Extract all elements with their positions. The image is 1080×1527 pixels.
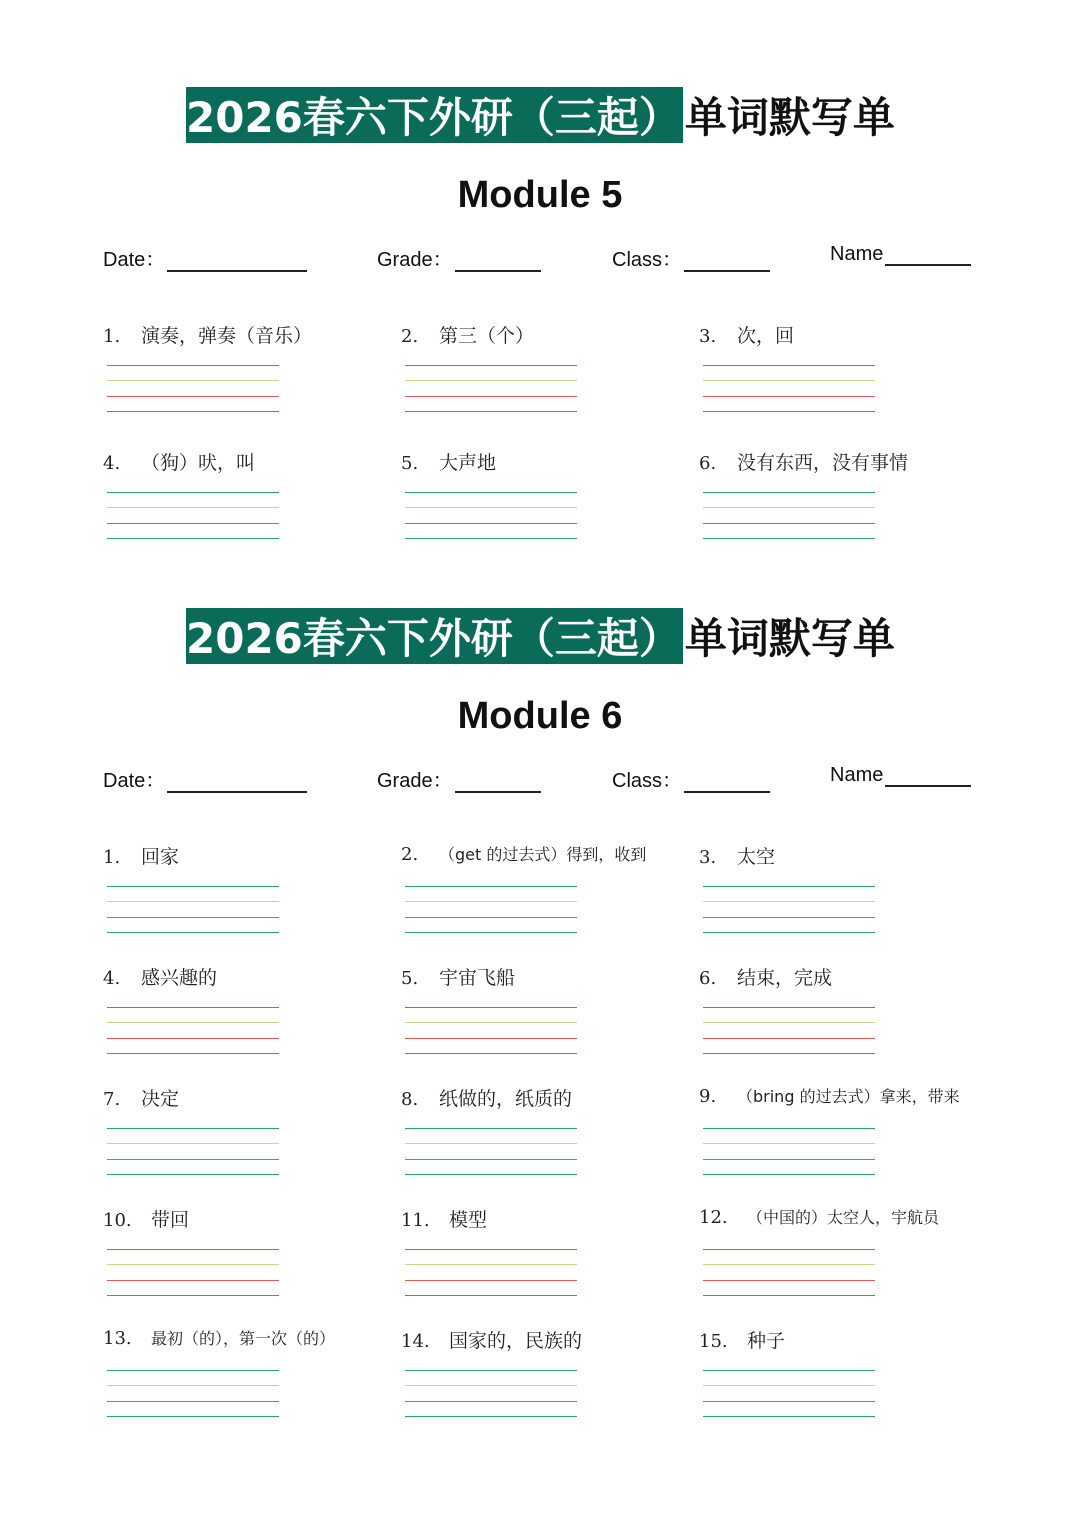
writing-line <box>107 1007 279 1008</box>
writing-line <box>405 1007 577 1008</box>
vocab-item <box>401 448 701 475</box>
date-field <box>103 764 307 793</box>
vocab-item-meaning: （中国的）太空人，宇航员 <box>747 1208 940 1227</box>
class-field <box>612 243 770 272</box>
vocab-item-prompt <box>103 1205 403 1232</box>
name-field <box>830 243 971 266</box>
vocab-item <box>699 321 999 348</box>
vocab-item-prompt <box>103 448 403 475</box>
vocab-item-prompt <box>699 448 999 475</box>
writing-line <box>405 492 577 493</box>
title-rest: 单词默写单 <box>684 614 895 663</box>
vocab-item-prompt <box>103 1326 403 1349</box>
title-rest: 单词默写单 <box>684 93 895 142</box>
writing-line <box>405 901 577 902</box>
vocab-item-number: 5. <box>401 453 419 474</box>
writing-line <box>107 380 279 381</box>
vocab-item-prompt <box>699 1326 999 1353</box>
vocab-item-prompt <box>103 963 403 990</box>
writing-line <box>405 886 577 887</box>
title-highlight: 2026春六下外研（三起） <box>186 87 683 143</box>
class-label: Class： <box>612 770 683 792</box>
writing-line <box>703 365 875 366</box>
module-heading: Module 5 <box>457 174 623 216</box>
writing-line <box>405 932 577 933</box>
writing-line <box>703 1022 875 1023</box>
vocab-item-prompt <box>699 963 999 990</box>
vocab-item <box>401 1205 701 1232</box>
vocab-item-number: 5. <box>401 968 419 989</box>
vocab-item-number: 2. <box>401 326 419 347</box>
vocab-item-meaning: 宇宙飞船 <box>439 967 516 989</box>
vocab-item-number: 13. <box>103 1328 132 1349</box>
writing-line <box>703 1401 875 1402</box>
writing-line <box>107 523 279 524</box>
vocab-item-meaning: （get 的过去式）得到，收到 <box>439 845 647 864</box>
writing-line <box>703 1038 875 1039</box>
grade-blank[interactable] <box>455 250 541 272</box>
vocab-item-number: 2. <box>401 844 419 865</box>
vocab-item-meaning: 大声地 <box>439 452 497 474</box>
vocab-item <box>401 963 701 990</box>
writing-line <box>405 1143 577 1144</box>
writing-line <box>405 396 577 397</box>
writing-line <box>405 523 577 524</box>
writing-line <box>405 1416 577 1417</box>
writing-line <box>405 1053 577 1054</box>
writing-line <box>703 1174 875 1175</box>
grade-label: Grade： <box>377 249 453 271</box>
date-blank[interactable] <box>167 250 307 272</box>
writing-line <box>703 523 875 524</box>
vocab-item <box>103 1326 403 1349</box>
writing-line <box>405 1370 577 1371</box>
writing-line <box>107 1385 279 1386</box>
writing-line <box>703 1264 875 1265</box>
writing-line <box>405 1022 577 1023</box>
vocab-item-meaning: 感兴趣的 <box>141 967 218 989</box>
vocab-item-meaning: 最初（的），第一次（的） <box>151 1329 336 1348</box>
vocab-item-number: 8. <box>401 1089 419 1110</box>
vocab-item-meaning: （狗）吠，叫 <box>141 452 256 474</box>
writing-line <box>703 492 875 493</box>
vocab-item <box>103 321 403 348</box>
vocab-item-meaning: 纸做的，纸质的 <box>439 1088 573 1110</box>
writing-line <box>405 1385 577 1386</box>
writing-line <box>405 1264 577 1265</box>
vocab-item-prompt <box>401 448 701 475</box>
writing-line <box>107 492 279 493</box>
writing-line <box>405 365 577 366</box>
vocab-item-number: 1. <box>103 326 121 347</box>
vocab-item-meaning: 国家的，民族的 <box>449 1330 583 1352</box>
vocab-item-meaning: 第三（个） <box>439 325 535 347</box>
name-blank[interactable] <box>885 244 971 266</box>
class-field <box>612 764 770 793</box>
vocab-item-prompt <box>699 1205 999 1228</box>
vocab-item <box>103 1084 403 1111</box>
vocab-item <box>103 842 403 869</box>
writing-line <box>405 1249 577 1250</box>
writing-line <box>405 1295 577 1296</box>
writing-line <box>405 917 577 918</box>
vocab-item-number: 1. <box>103 847 121 868</box>
vocab-item-meaning: 太空 <box>737 846 776 868</box>
writing-line <box>107 901 279 902</box>
vocab-item-number: 10. <box>103 1210 132 1231</box>
vocab-item-meaning: 模型 <box>449 1209 488 1231</box>
vocab-item-number: 7. <box>103 1089 121 1110</box>
writing-line <box>703 1416 875 1417</box>
vocab-item-number: 4. <box>103 453 121 474</box>
writing-line <box>107 1401 279 1402</box>
writing-line <box>703 932 875 933</box>
worksheet-module-6 <box>0 608 1080 1508</box>
vocab-item-meaning: 次，回 <box>737 325 795 347</box>
vocab-item <box>401 321 701 348</box>
date-blank[interactable] <box>167 771 307 793</box>
writing-line <box>107 1038 279 1039</box>
writing-line <box>703 901 875 902</box>
writing-line <box>703 886 875 887</box>
vocab-item <box>401 1326 701 1353</box>
writing-line <box>703 1295 875 1296</box>
writing-line <box>107 917 279 918</box>
class-blank[interactable] <box>684 250 770 272</box>
grade-blank[interactable] <box>455 771 541 793</box>
worksheet-module-5 <box>0 87 1080 567</box>
writing-line <box>703 411 875 412</box>
vocab-item-prompt <box>103 842 403 869</box>
vocab-item-meaning: 结束，完成 <box>737 967 833 989</box>
vocab-item-meaning: 带回 <box>151 1209 190 1231</box>
class-blank[interactable] <box>684 771 770 793</box>
writing-line <box>405 1038 577 1039</box>
writing-line <box>405 1128 577 1129</box>
worksheet-title <box>186 608 895 664</box>
date-label: Date： <box>103 770 166 792</box>
writing-line <box>107 1416 279 1417</box>
vocab-item-number: 3. <box>699 326 717 347</box>
writing-line <box>107 1280 279 1281</box>
writing-line <box>107 396 279 397</box>
writing-line <box>703 1280 875 1281</box>
vocab-item-prompt <box>103 321 403 348</box>
vocab-item-number: 4. <box>103 968 121 989</box>
writing-line <box>405 1174 577 1175</box>
writing-line <box>107 886 279 887</box>
writing-line <box>405 1280 577 1281</box>
writing-line <box>107 411 279 412</box>
vocab-item <box>401 1084 701 1111</box>
worksheet-title <box>186 87 895 143</box>
module-heading: Module 6 <box>457 695 623 737</box>
writing-line <box>703 1370 875 1371</box>
date-field <box>103 243 307 272</box>
name-field <box>830 764 971 787</box>
writing-line <box>703 507 875 508</box>
vocab-item-number: 9. <box>699 1086 717 1107</box>
vocab-item-meaning: 演奏，弹奏（音乐） <box>141 325 313 347</box>
vocab-item <box>401 842 701 865</box>
vocab-item-number: 3. <box>699 847 717 868</box>
writing-line <box>107 507 279 508</box>
writing-line <box>107 538 279 539</box>
writing-line <box>107 932 279 933</box>
vocab-item-meaning: 决定 <box>141 1088 180 1110</box>
vocab-item-prompt <box>401 1326 701 1353</box>
name-blank[interactable] <box>885 765 971 787</box>
writing-line <box>107 1264 279 1265</box>
name-label: Name <box>830 764 884 786</box>
writing-line <box>107 1128 279 1129</box>
vocab-item-meaning: 种子 <box>747 1330 786 1352</box>
writing-line <box>703 1128 875 1129</box>
writing-line <box>107 1295 279 1296</box>
writing-line <box>107 365 279 366</box>
vocab-item <box>699 448 999 475</box>
name-label: Name <box>830 243 884 265</box>
writing-line <box>405 411 577 412</box>
vocab-item <box>699 1084 999 1107</box>
date-label: Date： <box>103 249 166 271</box>
vocab-item <box>699 842 999 869</box>
writing-line <box>405 507 577 508</box>
writing-line <box>107 1174 279 1175</box>
vocab-item-prompt <box>401 842 701 865</box>
vocab-item-prompt <box>699 1084 999 1107</box>
writing-line <box>703 1053 875 1054</box>
vocab-item-meaning: （bring 的过去式）拿来，带来 <box>737 1087 960 1106</box>
vocab-item-prompt <box>401 1084 701 1111</box>
vocab-item-number: 11. <box>401 1210 430 1231</box>
class-label: Class： <box>612 249 683 271</box>
writing-line <box>107 1022 279 1023</box>
vocab-item-prompt <box>103 1084 403 1111</box>
vocab-item <box>699 1326 999 1353</box>
vocab-item-meaning: 回家 <box>141 846 180 868</box>
writing-line <box>703 1249 875 1250</box>
writing-line <box>703 1385 875 1386</box>
vocab-item-prompt <box>699 842 999 869</box>
vocab-item <box>699 963 999 990</box>
vocab-item-prompt <box>699 321 999 348</box>
writing-line <box>405 538 577 539</box>
vocab-item-number: 12. <box>699 1207 728 1228</box>
vocab-item-number: 6. <box>699 453 717 474</box>
writing-line <box>703 538 875 539</box>
vocab-item-prompt <box>401 1205 701 1232</box>
writing-line <box>703 1143 875 1144</box>
grade-label: Grade： <box>377 770 453 792</box>
writing-line <box>107 1249 279 1250</box>
vocab-item-number: 14. <box>401 1331 430 1352</box>
vocab-item-number: 15. <box>699 1331 728 1352</box>
vocab-item-prompt <box>401 963 701 990</box>
writing-line <box>107 1370 279 1371</box>
writing-line <box>703 380 875 381</box>
vocab-item <box>103 963 403 990</box>
writing-line <box>703 917 875 918</box>
vocab-item <box>103 448 403 475</box>
writing-line <box>107 1159 279 1160</box>
vocab-item-prompt <box>401 321 701 348</box>
vocab-item-meaning: 没有东西，没有事情 <box>737 452 909 474</box>
title-highlight: 2026春六下外研（三起） <box>186 608 683 664</box>
writing-line <box>405 1159 577 1160</box>
writing-line <box>703 396 875 397</box>
grade-field <box>377 764 541 793</box>
writing-line <box>703 1159 875 1160</box>
writing-line <box>703 1007 875 1008</box>
grade-field <box>377 243 541 272</box>
vocab-item <box>699 1205 999 1228</box>
writing-line <box>405 1401 577 1402</box>
vocab-item <box>103 1205 403 1232</box>
writing-line <box>107 1143 279 1144</box>
writing-line <box>405 380 577 381</box>
vocab-item-number: 6. <box>699 968 717 989</box>
writing-line <box>107 1053 279 1054</box>
